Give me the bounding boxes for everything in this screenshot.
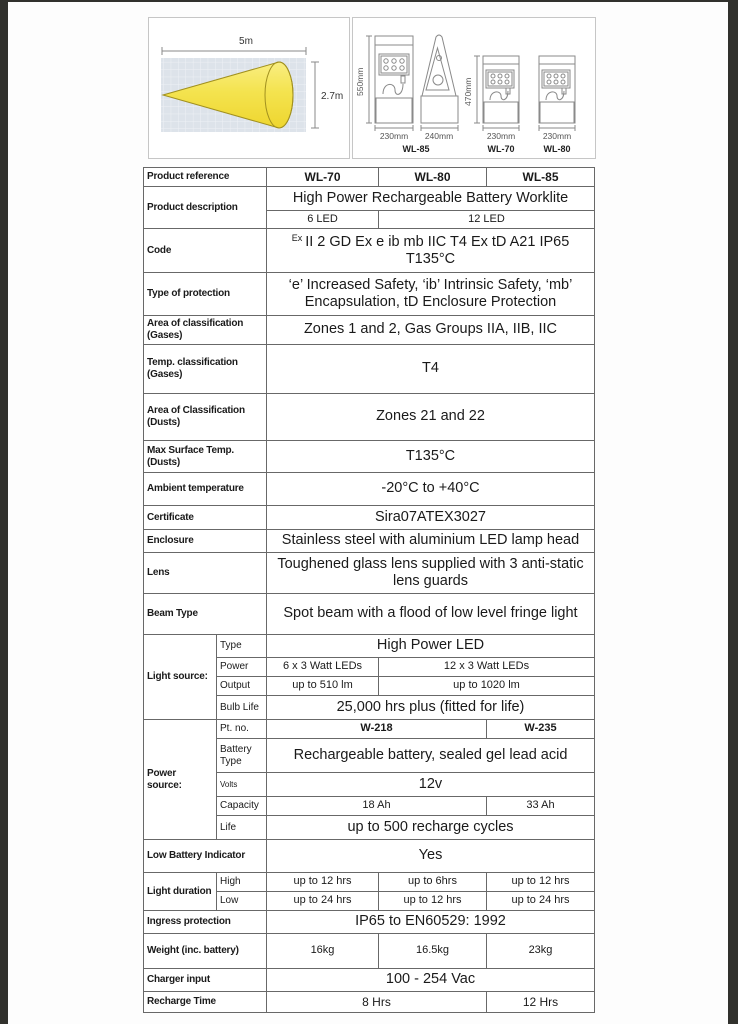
value-product-description: High Power Rechargeable Battery Worklite (267, 187, 595, 211)
value-12-led: 12 LED (379, 211, 595, 229)
screen-edge-left (0, 0, 8, 1024)
height-dim-470-line (474, 56, 480, 123)
label-max-surface-temp: Max Surface Temp. (Dusts) (144, 441, 267, 473)
value-duration-high-wl85: up to 12 hrs (487, 873, 595, 892)
value-light-type: High Power LED (267, 635, 595, 658)
value-light-power-wl80-wl85: 12 x 3 Watt LEDs (379, 658, 595, 677)
drawing-wl85-front (375, 36, 413, 123)
value-pt-no-w235: W-235 (487, 720, 595, 739)
row-light-source-type (144, 635, 595, 658)
row-ingress (144, 911, 595, 934)
label-area-gases: Area of classification (Gases) (144, 316, 267, 345)
width-dim-label-1: 230mm (379, 131, 409, 141)
sublabel-light-type: Type (217, 635, 267, 658)
value-product-reference-wl70: WL-70 (267, 168, 379, 187)
row-temp-gases (144, 345, 595, 394)
row-certificate (144, 506, 595, 530)
row-pt-no (144, 720, 595, 739)
beam-width-label: 5m (239, 36, 253, 47)
row-beam-type (144, 594, 595, 635)
drawing-wl80 (539, 56, 575, 123)
value-temp-gases: T4 (267, 345, 595, 394)
beam-height-label: 2.7m (321, 91, 344, 102)
width-dim-label-3: 230mm (486, 131, 516, 141)
value-duration-low-wl80: up to 12 hrs (379, 892, 487, 911)
value-6-led: 6 LED (267, 211, 379, 229)
product-drawings (353, 18, 595, 158)
model-label-wl70: WL-70 (487, 144, 515, 154)
value-product-reference-wl80: WL-80 (379, 168, 487, 187)
value-pt-no-w218: W-218 (267, 720, 487, 739)
height-dim-550-label: 550mm (355, 67, 365, 96)
value-light-output-wl80-wl85: up to 1020 lm (379, 677, 595, 696)
model-label-wl85: WL-85 (402, 144, 430, 154)
label-charger-input: Charger input (144, 969, 267, 992)
value-charger-input: 100 - 254 Vac (267, 969, 595, 992)
row-product-description (144, 187, 595, 211)
row-product-reference (144, 168, 595, 187)
value-ingress: IP65 to EN60529: 1992 (267, 911, 595, 934)
value-volts: 12v (267, 773, 595, 797)
value-weight-wl70: 16kg (267, 934, 379, 969)
label-area-dusts: Area of Classification (Dusts) (144, 394, 267, 441)
value-light-output-wl70: up to 510 lm (267, 677, 379, 696)
beam-diagram-panel (148, 17, 350, 159)
sublabel-pt-no: Pt. no. (217, 720, 267, 739)
value-light-power-wl70: 6 x 3 Watt LEDs (267, 658, 379, 677)
row-type-of-protection (144, 273, 595, 316)
label-ambient-temperature: Ambient temperature (144, 473, 267, 506)
value-battery-life: up to 500 recharge cycles (267, 816, 595, 840)
value-ambient-temperature: -20°C to +40°C (267, 473, 595, 506)
label-ingress: Ingress protection (144, 911, 267, 934)
model-label-wl80: WL-80 (543, 144, 571, 154)
value-type-of-protection: ‘e’ Increased Safety, ‘ib’ Intrinsic Safety, ‘mb’ Encapsulation, tD Enclosure Protection (267, 273, 595, 316)
value-weight-wl80: 16.5kg (379, 934, 487, 969)
value-code (267, 229, 595, 273)
value-product-reference-wl85: WL-85 (487, 168, 595, 187)
value-battery-type: Rechargeable battery, sealed gel lead acid (267, 739, 595, 773)
sublabel-battery-type: Battery Type (217, 739, 267, 773)
label-certificate: Certificate (144, 506, 267, 530)
label-lens: Lens (144, 553, 267, 594)
label-enclosure: Enclosure (144, 530, 267, 553)
value-recharge-time-8hrs: 8 Hrs (267, 992, 487, 1013)
label-code: Code (144, 229, 267, 273)
sublabel-light-output: Output (217, 677, 267, 696)
value-capacity-33ah: 33 Ah (487, 797, 595, 816)
row-area-dusts (144, 394, 595, 441)
beam-height-dimension-line (311, 62, 319, 128)
sublabel-duration-low: Low (217, 892, 267, 911)
sublabel-capacity: Capacity (217, 797, 267, 816)
row-weight (144, 934, 595, 969)
value-lens: Toughened glass lens supplied with 3 anti-static lens guards (267, 553, 595, 594)
row-area-gases (144, 316, 595, 345)
value-area-gases: Zones 1 and 2, Gas Groups IIA, IIB, IIC (267, 316, 595, 345)
sublabel-volts: Volts (217, 773, 267, 797)
sublabel-light-power: Power (217, 658, 267, 677)
row-charger-input (144, 969, 595, 992)
value-capacity-18ah: 18 Ah (267, 797, 487, 816)
ex-marking-symbol: Ex (291, 232, 303, 243)
label-recharge-time: Recharge Time (144, 992, 267, 1013)
row-enclosure (144, 530, 595, 553)
value-duration-low-wl85: up to 24 hrs (487, 892, 595, 911)
value-bulb-life: 25,000 hrs plus (fitted for life) (267, 696, 595, 720)
value-duration-high-wl80: up to 6hrs (379, 873, 487, 892)
value-recharge-time-12hrs: 12 Hrs (487, 992, 595, 1013)
row-light-duration-high (144, 873, 595, 892)
row-code (144, 229, 595, 273)
value-area-dusts: Zones 21 and 22 (267, 394, 595, 441)
width-dim-label-4: 230mm (542, 131, 572, 141)
spec-table (143, 167, 595, 1013)
label-temp-gases: Temp. classification (Gases) (144, 345, 267, 394)
width-dim-label-2: 240mm (424, 131, 454, 141)
beam-width-dimension-line (162, 47, 306, 55)
row-ambient-temperature (144, 473, 595, 506)
label-low-battery: Low Battery Indicator (144, 840, 267, 873)
code-text: II 2 GD Ex e ib mb IIC T4 Ex tD A21 IP65 T135°C (305, 233, 570, 267)
screen-edge-top (0, 0, 738, 2)
value-certificate: Sira07ATEX3027 (267, 506, 595, 530)
drawing-wl85-side (421, 35, 458, 123)
beam-diagram (149, 18, 349, 158)
label-type-of-protection: Type of protection (144, 273, 267, 316)
value-duration-low-wl70: up to 24 hrs (267, 892, 379, 911)
label-light-duration: Light duration (144, 873, 217, 911)
row-max-surface-temp (144, 441, 595, 473)
height-dim-550-line (366, 36, 372, 123)
product-drawings-panel (352, 17, 596, 159)
value-weight-wl85: 23kg (487, 934, 595, 969)
row-recharge-time (144, 992, 595, 1013)
label-light-source: Light source: (144, 635, 217, 720)
sublabel-battery-life: Life (217, 816, 267, 840)
label-product-description: Product description (144, 187, 267, 229)
value-beam-type: Spot beam with a flood of low level fringe light (267, 594, 595, 635)
sublabel-bulb-life: Bulb Life (217, 696, 267, 720)
sublabel-duration-high: High (217, 873, 267, 892)
drawing-wl70 (483, 56, 519, 123)
value-low-battery: Yes (267, 840, 595, 873)
value-duration-high-wl70: up to 12 hrs (267, 873, 379, 892)
height-dim-470-label: 470mm (463, 77, 473, 106)
row-low-battery (144, 840, 595, 873)
value-max-surface-temp: T135°C (267, 441, 595, 473)
row-lens (144, 553, 595, 594)
screen-edge-right (728, 0, 738, 1024)
label-beam-type: Beam Type (144, 594, 267, 635)
label-weight: Weight (inc. battery) (144, 934, 267, 969)
value-enclosure: Stainless steel with aluminium LED lamp head (267, 530, 595, 553)
label-power-source: Power source: (144, 720, 217, 840)
label-product-reference: Product reference (144, 168, 267, 187)
